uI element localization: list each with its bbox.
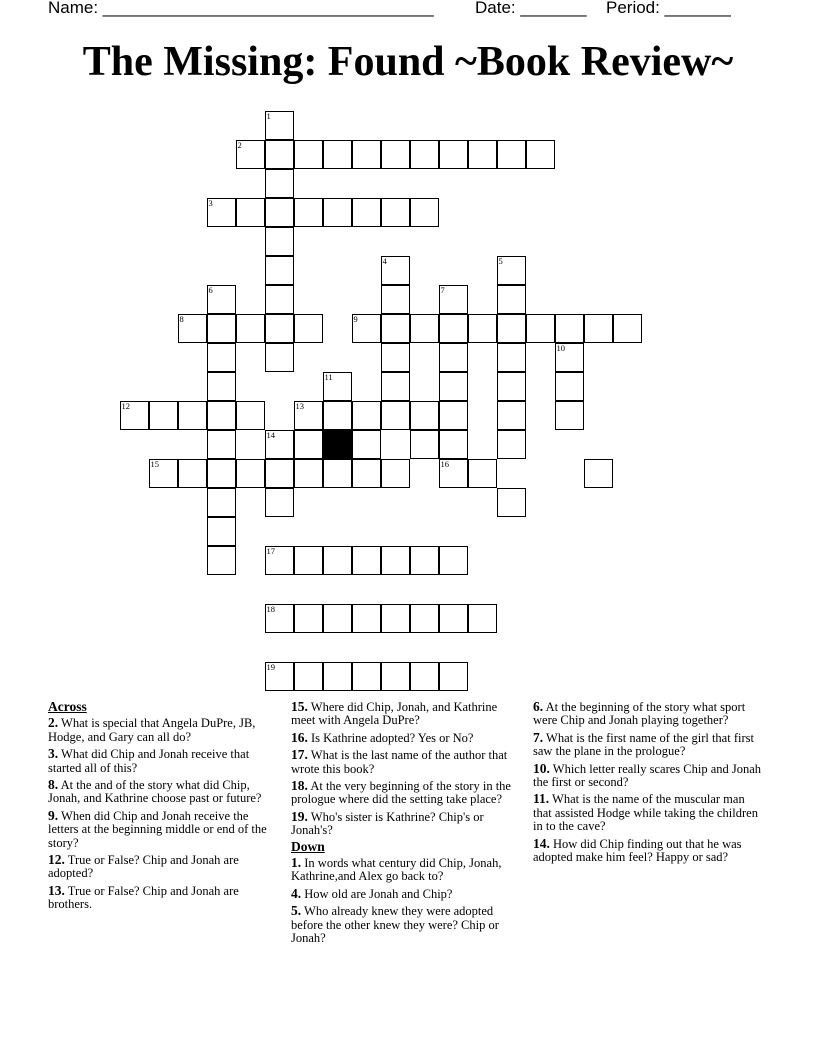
- crossword-cell[interactable]: [526, 314, 555, 343]
- crossword-cell[interactable]: [381, 459, 410, 488]
- crossword-cell[interactable]: [323, 372, 352, 401]
- crossword-cell[interactable]: [207, 372, 236, 401]
- crossword-cell[interactable]: [439, 140, 468, 169]
- crossword-cell[interactable]: [294, 662, 323, 691]
- crossword-cell[interactable]: [323, 401, 352, 430]
- crossword-cell[interactable]: [497, 488, 526, 517]
- crossword-cell[interactable]: [178, 401, 207, 430]
- clue-number: 7: [440, 285, 445, 295]
- crossword-cell[interactable]: [265, 343, 294, 372]
- crossword-cell[interactable]: [381, 285, 410, 314]
- across-clue: 9. When did Chip and Jonah receive the letters at the beginning middle or end of the story?: [48, 807, 267, 850]
- crossword-cell[interactable]: [207, 285, 236, 314]
- crossword-cell[interactable]: [352, 401, 381, 430]
- across-clue: 8. At the and of the story what did Chip, Jonah, and Kathrine choose past or future?: [48, 777, 262, 806]
- crossword-cell[interactable]: [497, 401, 526, 430]
- crossword-cell[interactable]: [381, 314, 410, 343]
- crossword-cell[interactable]: [410, 140, 439, 169]
- crossword-cell[interactable]: [352, 459, 381, 488]
- crossword-cell[interactable]: [265, 111, 294, 140]
- clue-number: 16: [440, 459, 449, 469]
- period-field[interactable]: Period: _______: [606, 0, 731, 17]
- crossword-cell[interactable]: [294, 604, 323, 633]
- clue-number: 10: [556, 343, 565, 353]
- crossword-cell[interactable]: [352, 140, 381, 169]
- crossword-cell[interactable]: [236, 198, 265, 227]
- crossword-cell[interactable]: [294, 430, 323, 459]
- crossword-cell[interactable]: [555, 401, 584, 430]
- crossword-cell[interactable]: [439, 430, 468, 459]
- across-clue: 13. True or False? Chip and Jonah are brothers.: [48, 882, 239, 912]
- crossword-cell[interactable]: [294, 401, 323, 430]
- clue-column-2: [291, 700, 523, 946]
- crossword-cell[interactable]: [410, 401, 439, 430]
- crossword-cell[interactable]: [178, 459, 207, 488]
- crossword-cell[interactable]: [207, 517, 236, 546]
- crossword-cell[interactable]: [439, 662, 468, 691]
- crossword-cell[interactable]: [439, 459, 468, 488]
- crossword-cell[interactable]: [410, 546, 439, 575]
- crossword-cell[interactable]: [497, 256, 526, 285]
- clue-number: 6: [208, 285, 213, 295]
- crossword-cell[interactable]: [613, 314, 642, 343]
- across-heading: Across: [48, 699, 87, 714]
- crossword-cell[interactable]: [410, 198, 439, 227]
- crossword-cell[interactable]: [323, 198, 352, 227]
- clue-number: 15: [150, 459, 159, 469]
- down-clue: 14. How did Chip finding out that he was adopted make him feel? Happy or sad?: [533, 835, 742, 865]
- clue-number: 9: [353, 314, 358, 324]
- down-heading: Down: [291, 838, 325, 854]
- clue-number: 2: [237, 140, 242, 150]
- clue-column-3: [533, 700, 765, 864]
- clue-number: 18: [266, 604, 275, 614]
- crossword-cell[interactable]: [207, 198, 236, 227]
- date-field[interactable]: Date: _______: [475, 0, 587, 17]
- crossword-cell[interactable]: [294, 546, 323, 575]
- crossword-cell[interactable]: [265, 169, 294, 198]
- crossword-cell[interactable]: [352, 430, 381, 459]
- crossword-cell[interactable]: [439, 343, 468, 372]
- crossword-cell[interactable]: [265, 546, 294, 575]
- down-clue: 10. Which letter really scares Chip and Jonah the first or second?: [533, 760, 762, 790]
- crossword-cell[interactable]: [323, 459, 352, 488]
- name-field[interactable]: Name: ___________________________________: [48, 0, 434, 17]
- clue-number: 11: [324, 372, 333, 382]
- crossword-cell[interactable]: [381, 256, 410, 285]
- crossword-cell[interactable]: [149, 401, 178, 430]
- crossword-cell[interactable]: [207, 488, 236, 517]
- crossword-cell[interactable]: [323, 604, 352, 633]
- crossword-cell[interactable]: [381, 372, 410, 401]
- crossword-cell[interactable]: [265, 285, 294, 314]
- page-title: The Missing: Found ~Book Review~: [82, 39, 734, 85]
- crossword-cell[interactable]: [381, 198, 410, 227]
- clue-number: 8: [179, 314, 184, 324]
- across-clue: 18. At the very beginning of the story in the prologue where did the setting take place?: [291, 778, 511, 807]
- down-clue: 6. At the beginning of the story what sport were Chip and Jonah playing together?: [533, 699, 746, 728]
- crossword-cell[interactable]: [497, 343, 526, 372]
- crossword-cell[interactable]: [352, 198, 381, 227]
- clue-number: 5: [498, 256, 503, 266]
- clue-number: 14: [266, 430, 275, 440]
- across-clue: 2. What is special that Angela DuPre, JB, Hodge, and Gary can all do?: [48, 715, 256, 744]
- crossword-cell[interactable]: [555, 314, 584, 343]
- clue-number: 3: [208, 198, 213, 208]
- clue-number: 1: [266, 111, 271, 121]
- crossword-cell[interactable]: [381, 662, 410, 691]
- crossword-cell[interactable]: [294, 198, 323, 227]
- crossword-cell[interactable]: [294, 459, 323, 488]
- across-clue: 12. True or False? Chip and Jonah are adopted?: [48, 852, 239, 881]
- crossword-cell[interactable]: [207, 401, 236, 430]
- crossword-cell[interactable]: [178, 314, 207, 343]
- across-clue: 17. What is the last name of the author that wrote this book?: [291, 747, 508, 776]
- crossword-cell[interactable]: [265, 140, 294, 169]
- crossword-cell[interactable]: [265, 198, 294, 227]
- clue-number: 4: [382, 256, 387, 266]
- crossword-cell[interactable]: [265, 488, 294, 517]
- crossword-cell[interactable]: [120, 401, 149, 430]
- crossword-cell[interactable]: [381, 604, 410, 633]
- crossword-cell[interactable]: [410, 430, 439, 459]
- clue-number: 13: [295, 401, 304, 411]
- crossword-cell[interactable]: [265, 430, 294, 459]
- crossword-cell[interactable]: [381, 401, 410, 430]
- crossword-cell[interactable]: [410, 604, 439, 633]
- clue-column-1: [48, 700, 280, 912]
- crossword-cell[interactable]: [352, 604, 381, 633]
- crossword-cell[interactable]: [497, 285, 526, 314]
- crossword-cell[interactable]: [352, 662, 381, 691]
- crossword-cell[interactable]: [352, 314, 381, 343]
- crossword-cell[interactable]: [207, 430, 236, 459]
- down-clue: 11. What is the name of the muscular man that assisted Hodge while taking the children in to the cave?: [533, 791, 758, 834]
- crossword-cell[interactable]: [236, 401, 265, 430]
- crossword-cell[interactable]: [439, 546, 468, 575]
- crossword-cell[interactable]: [584, 314, 613, 343]
- crossword-cell[interactable]: [410, 314, 439, 343]
- clue-number: 19: [266, 662, 275, 672]
- crossword-black-cell: [323, 430, 352, 459]
- crossword-cell[interactable]: [265, 227, 294, 256]
- down-clue: 1. In words what century did Chip, Jonah, Kathrine,and Alex go back to?: [291, 855, 502, 884]
- crossword-cell[interactable]: [468, 604, 497, 633]
- across-clue: 15. Where did Chip, Jonah, and Kathrine meet with Angela DuPre?: [291, 699, 498, 728]
- crossword-cell[interactable]: [381, 546, 410, 575]
- crossword-cell[interactable]: [207, 343, 236, 372]
- crossword-cell[interactable]: [265, 604, 294, 633]
- across-clue: 3. What did Chip and Jonah receive that started all of this?: [48, 746, 250, 775]
- crossword-cell[interactable]: [265, 256, 294, 285]
- crossword-cell[interactable]: [323, 546, 352, 575]
- crossword-cell[interactable]: [584, 459, 613, 488]
- crossword-cell[interactable]: [555, 372, 584, 401]
- down-clue: 4. How old are Jonah and Chip?: [291, 885, 453, 901]
- crossword-cell[interactable]: [207, 546, 236, 575]
- crossword-cell[interactable]: [468, 459, 497, 488]
- crossword-cell[interactable]: [497, 372, 526, 401]
- down-clue: 7. What is the first name of the girl that first saw the plane in the prologue?: [533, 729, 754, 759]
- crossword-cell[interactable]: [439, 314, 468, 343]
- crossword-cell[interactable]: [381, 343, 410, 372]
- crossword-cell[interactable]: [555, 343, 584, 372]
- crossword-cell[interactable]: [149, 459, 178, 488]
- crossword-cell[interactable]: [468, 140, 497, 169]
- crossword-cell[interactable]: [497, 140, 526, 169]
- crossword-cell[interactable]: [468, 314, 497, 343]
- crossword-cell[interactable]: [526, 140, 555, 169]
- crossword-cell[interactable]: [265, 314, 294, 343]
- clue-number: 17: [266, 546, 275, 556]
- crossword-cell[interactable]: [207, 459, 236, 488]
- crossword-cell[interactable]: [439, 285, 468, 314]
- across-clue: 19. Who's sister is Kathrine? Chip's or Jonah's?: [291, 808, 484, 838]
- crossword-cell[interactable]: [323, 140, 352, 169]
- crossword-cell[interactable]: [265, 459, 294, 488]
- crossword-cell[interactable]: [352, 546, 381, 575]
- crossword-cell[interactable]: [236, 314, 265, 343]
- clue-number: 12: [121, 401, 130, 411]
- crossword-cell[interactable]: [207, 314, 236, 343]
- crossword-cell[interactable]: [236, 459, 265, 488]
- crossword-cell[interactable]: [439, 401, 468, 430]
- crossword-cell[interactable]: [497, 314, 526, 343]
- crossword-cell[interactable]: [381, 140, 410, 169]
- crossword-cell[interactable]: [265, 662, 294, 691]
- crossword-cell[interactable]: [294, 140, 323, 169]
- crossword-cell[interactable]: [497, 430, 526, 459]
- crossword-cell[interactable]: [439, 604, 468, 633]
- crossword-cell[interactable]: [439, 372, 468, 401]
- crossword-cell[interactable]: [410, 662, 439, 691]
- crossword-cell[interactable]: [294, 314, 323, 343]
- crossword-cell[interactable]: [323, 662, 352, 691]
- across-clue: 16. Is Kathrine adopted? Yes or No?: [291, 729, 474, 745]
- down-clue: 5. Who already knew they were adopted before the other knew they were? Chip or Jonah?: [291, 903, 499, 946]
- crossword-cell[interactable]: [236, 140, 265, 169]
